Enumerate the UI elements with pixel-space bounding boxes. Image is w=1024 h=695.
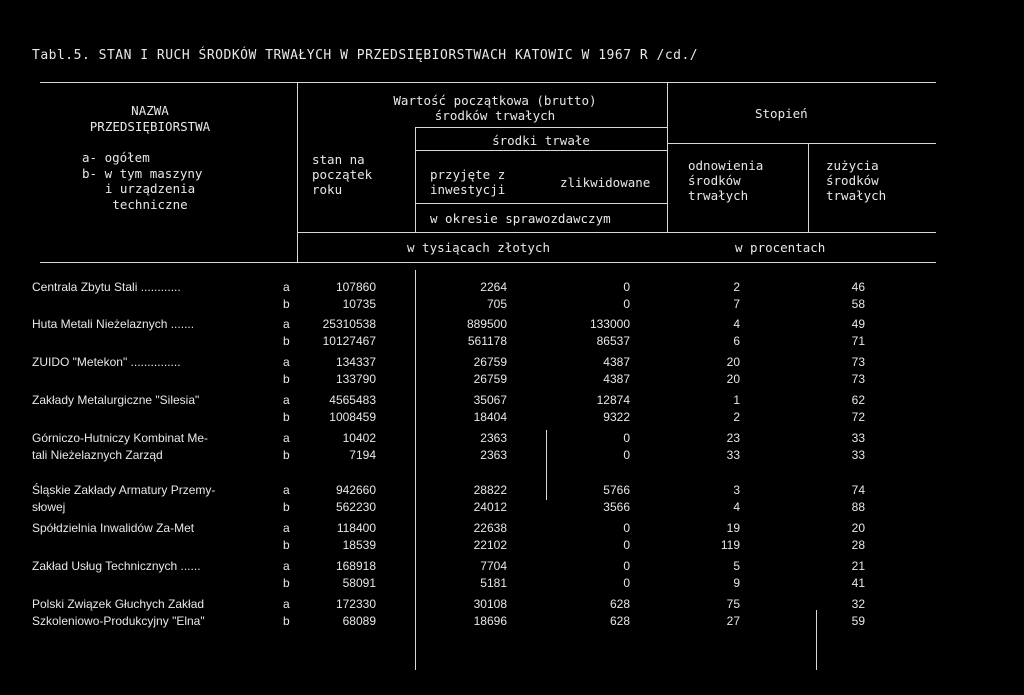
table-cell: 133000 [589,317,630,331]
table-cell: 5766 [603,483,630,497]
table-cell: 2363 [480,448,507,462]
table-row [0,558,1024,575]
table-cell: 0 [623,448,630,462]
table-cell: 107860 [335,280,376,294]
table-cell: 72 [851,410,865,424]
table-cell: 5 [733,559,740,573]
enterprise-name: Centrala Zbytu Stali ............ [32,280,181,294]
table-cell: 562230 [335,500,376,514]
table-cell: 86537 [596,334,630,348]
row-type-label: a [283,431,290,445]
table-cell: 22638 [473,521,507,535]
table-cell: 12874 [596,393,630,407]
table-cell: 4387 [603,355,630,369]
table-cell: 26759 [473,355,507,369]
table-cell: 18696 [473,614,507,628]
table-cell: 1008459 [329,410,376,424]
table-cell: 1 [733,393,740,407]
table-cell: 26759 [473,372,507,386]
table-cell: 2 [733,410,740,424]
enterprise-name: słowej [32,500,66,514]
row-type-label: a [283,597,290,611]
table-cell: 561178 [467,334,507,348]
value-group-header: Wartość początkowa (brutto) środków trwałych [393,93,597,123]
table-cell: 118400 [336,521,376,535]
table-row [0,613,1024,630]
table-row [0,447,1024,464]
table-row [0,499,1024,516]
table-cell: 3566 [603,500,630,514]
table-cell: 168918 [335,559,376,573]
table-cell: 0 [623,297,630,311]
table-cell: 68089 [342,614,376,628]
enterprise-name: Śląskie Zakłady Armatury Przemy- [32,483,216,497]
table-cell: 3 [733,483,740,497]
start-of-year-header: stan na początek roku [312,152,373,197]
table-cell: 58 [851,297,865,311]
table-row [0,354,1024,371]
table-cell: 33 [851,448,865,462]
table-cell: 24012 [473,500,507,514]
table-cell: 18404 [473,410,507,424]
table-cell: 22102 [473,538,507,552]
table-cell: 27 [726,614,740,628]
table-cell: 71 [851,334,865,348]
table-cell: 2264 [480,280,507,294]
table-cell: 33 [851,431,865,445]
enterprise-name: Polski Związek Głuchych Zakład [32,597,205,611]
table-cell: 46 [851,280,865,294]
row-type-label: b [283,576,290,590]
table-cell: 4565483 [329,393,376,407]
table-cell: 942660 [335,483,376,497]
row-type-label: b [283,500,290,514]
table-cell: 0 [623,280,630,294]
table-row [0,537,1024,554]
enterprise-name: Zakłady Metalurgiczne "Silesia" [32,393,200,407]
vline-1 [297,83,298,263]
fixed-assets-header: środki trwałe [492,133,590,148]
table-cell: 2363 [480,431,507,445]
table-row [0,520,1024,537]
table-cell: 59 [851,614,865,628]
table-cell: 75 [726,597,740,611]
rule-under-value-group [415,127,667,128]
table-row [0,409,1024,426]
rule-header-bottom [40,262,936,263]
table-row [0,296,1024,313]
table-cell: 21 [851,559,865,573]
table-cell: 0 [623,576,630,590]
table-cell: 20 [726,355,740,369]
table-cell: 33 [726,448,740,462]
row-type-label: a [283,483,290,497]
table-cell: 62 [851,393,865,407]
enterprise-name: Górniczo-Hutniczy Kombinat Me- [32,431,209,445]
table-cell: 7 [733,297,740,311]
table-cell: 9322 [603,410,630,424]
row-type-label: a [283,280,290,294]
table-cell: 23 [726,431,740,445]
table-cell: 30108 [473,597,507,611]
row-type-label: a [283,393,290,407]
table-row [0,279,1024,296]
row-type-label: b [283,334,290,348]
table-cell: 119 [720,538,740,552]
table-cell: 0 [623,521,630,535]
row-type-label: b [283,372,290,386]
table-cell: 5181 [480,576,507,590]
row-type-label: b [283,614,290,628]
added-header: przyjęte z inwestycji [430,167,506,197]
table-cell: 49 [851,317,865,331]
table-cell: 88 [851,500,865,514]
table-cell: 2 [733,280,740,294]
table-cell: 28 [851,538,865,552]
table-cell: 628 [609,597,630,611]
table-cell: 10402 [342,431,376,445]
table-cell: 4 [733,500,740,514]
table-title: Tabl.5. STAN I RUCH ŚRODKÓW TRWAŁYCH W PRZEDSIĘBIORSTWACH KATOWIC W 1967 R /cd./ [32,48,699,63]
table-cell: 134337 [335,355,376,369]
table-cell: 19 [726,521,740,535]
row-type-label: b [283,410,290,424]
row-type-label: b [283,448,290,462]
period-header: w okresie sprawozdawczym [430,211,611,226]
table-cell: 58091 [342,576,376,590]
table-row [0,430,1024,447]
table-cell: 0 [623,431,630,445]
table-row [0,371,1024,388]
table-row [0,482,1024,499]
table-row [0,575,1024,592]
table-cell: 7704 [480,559,507,573]
table-row [0,596,1024,613]
row-type-label: a [283,355,290,369]
table-cell: 25310538 [322,317,376,331]
table-cell: 9 [733,576,740,590]
table-cell: 28822 [473,483,507,497]
rule-header-mid [298,232,936,233]
enterprise-name: Spółdzielnia Inwalidów Za-Met [32,521,195,535]
degree-header: Stopień [755,106,808,121]
table-cell: 4387 [603,372,630,386]
header-top-rule [40,82,936,83]
table-row [0,316,1024,333]
table-cell: 6 [733,334,740,348]
row-type-label: b [283,538,290,552]
table-row [0,333,1024,350]
row-type-label: a [283,521,290,535]
rule-under-degree [667,143,936,144]
vline-4 [808,143,809,233]
table-cell: 73 [851,372,865,386]
table-cell: 4 [733,317,740,331]
table-cell: 172330 [335,597,376,611]
table-cell: 41 [851,576,865,590]
row-type-label: b [283,297,290,311]
table-cell: 74 [851,483,865,497]
row-type-label: a [283,559,290,573]
table-cell: 0 [623,559,630,573]
name-column-header: NAZWA PRZEDSIĘBIORSTWA a- ogółem b- w tym maszyny i urządzenia techniczne [82,103,211,212]
enterprise-name: Szkoleniowo-Produkcyjny "Elna" [32,614,205,628]
enterprise-name: tali Nieżelaznych Zarząd [32,448,163,462]
liquidated-header: zlikwidowane [560,175,651,190]
enterprise-name: Zakład Usług Technicznych ...... [32,559,201,573]
vline-3 [667,83,668,233]
table-cell: 10735 [342,297,376,311]
unit-percent-header: w procentach [735,240,826,255]
table-cell: 35067 [473,393,507,407]
table-cell: 10127467 [322,334,376,348]
table-cell: 133790 [335,372,376,386]
rule-above-period [415,203,667,204]
table-cell: 0 [623,538,630,552]
table-cell: 20 [726,372,740,386]
renewal-header: odnowienia środków trwałych [688,158,764,203]
table-cell: 628 [609,614,630,628]
table-cell: 73 [851,355,865,369]
table-cell: 7194 [349,448,376,462]
table-cell: 32 [851,597,865,611]
wear-header: zużycia środków trwałych [826,158,887,203]
rule-under-fixed [415,150,667,151]
table-cell: 18539 [342,538,376,552]
enterprise-name: ZUIDO "Metekon" ............... [32,355,181,369]
table-cell: 705 [486,297,507,311]
table-cell: 20 [851,521,865,535]
table-cell: 889500 [466,317,507,331]
table-row [0,392,1024,409]
unit-thousands-header: w tysiącach złotych [407,240,550,255]
row-type-label: a [283,317,290,331]
enterprise-name: Huta Metali Nieżelaznych ....... [32,317,195,331]
